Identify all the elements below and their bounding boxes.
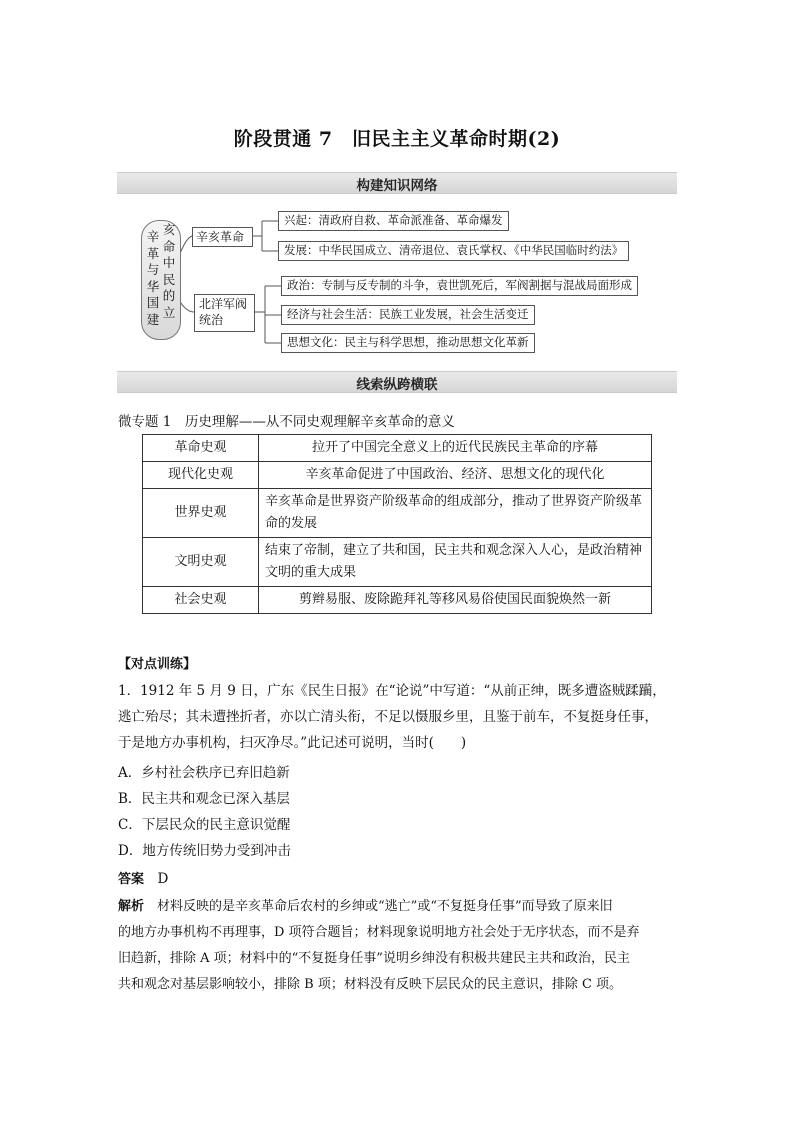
branch-node-xinhai: 辛亥革命 (192, 227, 253, 247)
answer-line (118, 866, 678, 893)
root-char: 立 (162, 304, 176, 320)
table-cell-value: 辛亥革命促进了中国政治、经济、思想文化的现代化 (259, 462, 652, 489)
root-char: 的 (162, 288, 176, 303)
table-cell-value: 结束了帝制，建立了共和国，民主共和观念深入人心，是政治精神文明的重大成果 (259, 538, 652, 587)
section-banner-clues (117, 371, 677, 393)
option-b: B．民主共和观念已深入基层 (118, 791, 290, 807)
table-cell-key: 革命史观 (143, 435, 259, 462)
practice-label: 【对点训练】 (118, 657, 197, 672)
leaf-node: 发展：中华民国成立、清帝退位、袁氏掌权、《中华民国临时约法》 (278, 241, 629, 261)
table-row (143, 462, 652, 489)
diagram-root-node (141, 220, 181, 340)
question-stem-line: 1．1912 年 5 月 9 日，广东《民生日报》在“论说”中写道：“从前正绅，既多遭盗贼蹂躏， (118, 683, 666, 699)
perspectives-table (142, 434, 652, 614)
topic-heading: 微专题 1 历史理解——从不同史观理解辛亥革命的意义 (118, 414, 455, 430)
root-char: 命 (162, 238, 176, 254)
table-cell-value: 剪辫易服、废除跪拜礼等移风易俗使国民面貌焕然一新 (259, 587, 652, 614)
question-options (118, 760, 678, 864)
leaf-node: 兴起：清政府自救、革命派准备、革命爆发 (278, 211, 509, 231)
table-cell-key: 现代化史观 (143, 462, 259, 489)
table-cell-key: 文明史观 (143, 538, 259, 587)
analysis-line: 旧趋新，排除 A 项；材料中的“不复挺身任事”说明乡绅没有积极共建民主共和政治，民主 (118, 951, 630, 966)
root-char: 亥 (162, 222, 176, 237)
leaf-node: 经济与社会生活：民族工业发展，社会生活变迁 (281, 305, 535, 325)
table-cell-key: 社会史观 (143, 587, 259, 614)
analysis-line: 材料反映的是辛亥革命后农村的乡绅或“逃亡”或“不复挺身任事”而导致了原来旧 (157, 899, 613, 914)
root-char: 革 (146, 245, 160, 261)
root-char: 华 (146, 278, 160, 294)
root-char: 与 (146, 262, 160, 277)
leaf-node: 政治：专制与反专制的斗争，袁世凯死后，军阀割据与混战局面形成 (281, 276, 638, 296)
table-row (143, 489, 652, 538)
table-cell-value: 拉开了中国完全意义上的近代民族民主革命的序幕 (259, 435, 652, 462)
table-row (143, 587, 652, 614)
page-title: 阶段贯通 7 旧民主主义革命时期(2) (233, 128, 561, 150)
root-column-right (162, 222, 176, 321)
branch-node-beiyang (194, 294, 255, 332)
root-char: 建 (146, 311, 160, 327)
root-char: 国 (146, 295, 160, 310)
root-char: 民 (162, 271, 176, 287)
answer-label: 答案 (118, 872, 145, 887)
table-row (143, 538, 652, 587)
question-stem-line: 于是地方办事机构，扫灭净尽。”此记述可说明，当时( ) (118, 735, 467, 751)
option-c: C．下层民众的民主意识觉醒 (118, 817, 291, 833)
analysis-line: 的地方办事机构不再理事，D 项符合题旨；材料现象说明地方社会处于无序状态，而不是弃 (118, 925, 640, 940)
branch-node-line: 北洋军阀 (199, 297, 248, 311)
root-char: 辛 (146, 229, 160, 244)
question-stem-line: 逃亡殆尽；其未遭挫折者，亦以亡清头衔，不足以慑服乡里，且鉴于前车，不复挺身任事， (118, 709, 658, 725)
table-cell-key: 世界史观 (143, 489, 259, 538)
table-cell-value: 辛亥革命是世界资产阶级革命的组成部分，推动了世界资产阶级革命的发展 (259, 489, 652, 538)
answer-value: D (157, 871, 169, 887)
root-char: 中 (162, 255, 176, 270)
section-banner-label: 线索纵跨横联 (356, 377, 438, 393)
option-d: D．地方传统旧势力受到冲击 (118, 843, 291, 859)
option-a: A．乡村社会秩序已弃旧趋新 (118, 765, 290, 781)
leaf-node: 思想文化：民主与科学思想，推动思想文化革新 (281, 333, 535, 353)
analysis-label: 解析 (118, 899, 145, 914)
branch-node-line: 统治 (199, 313, 224, 327)
question-stem (118, 678, 678, 756)
section-banner-label: 构建知识网络 (356, 178, 438, 194)
analysis-block (118, 894, 678, 998)
root-column-left (146, 229, 160, 328)
table-row (143, 435, 652, 462)
analysis-line: 共和观念对基层影响较小，排除 B 项；材料没有反映下层民众的民主意识，排除 C 项。 (118, 977, 623, 992)
